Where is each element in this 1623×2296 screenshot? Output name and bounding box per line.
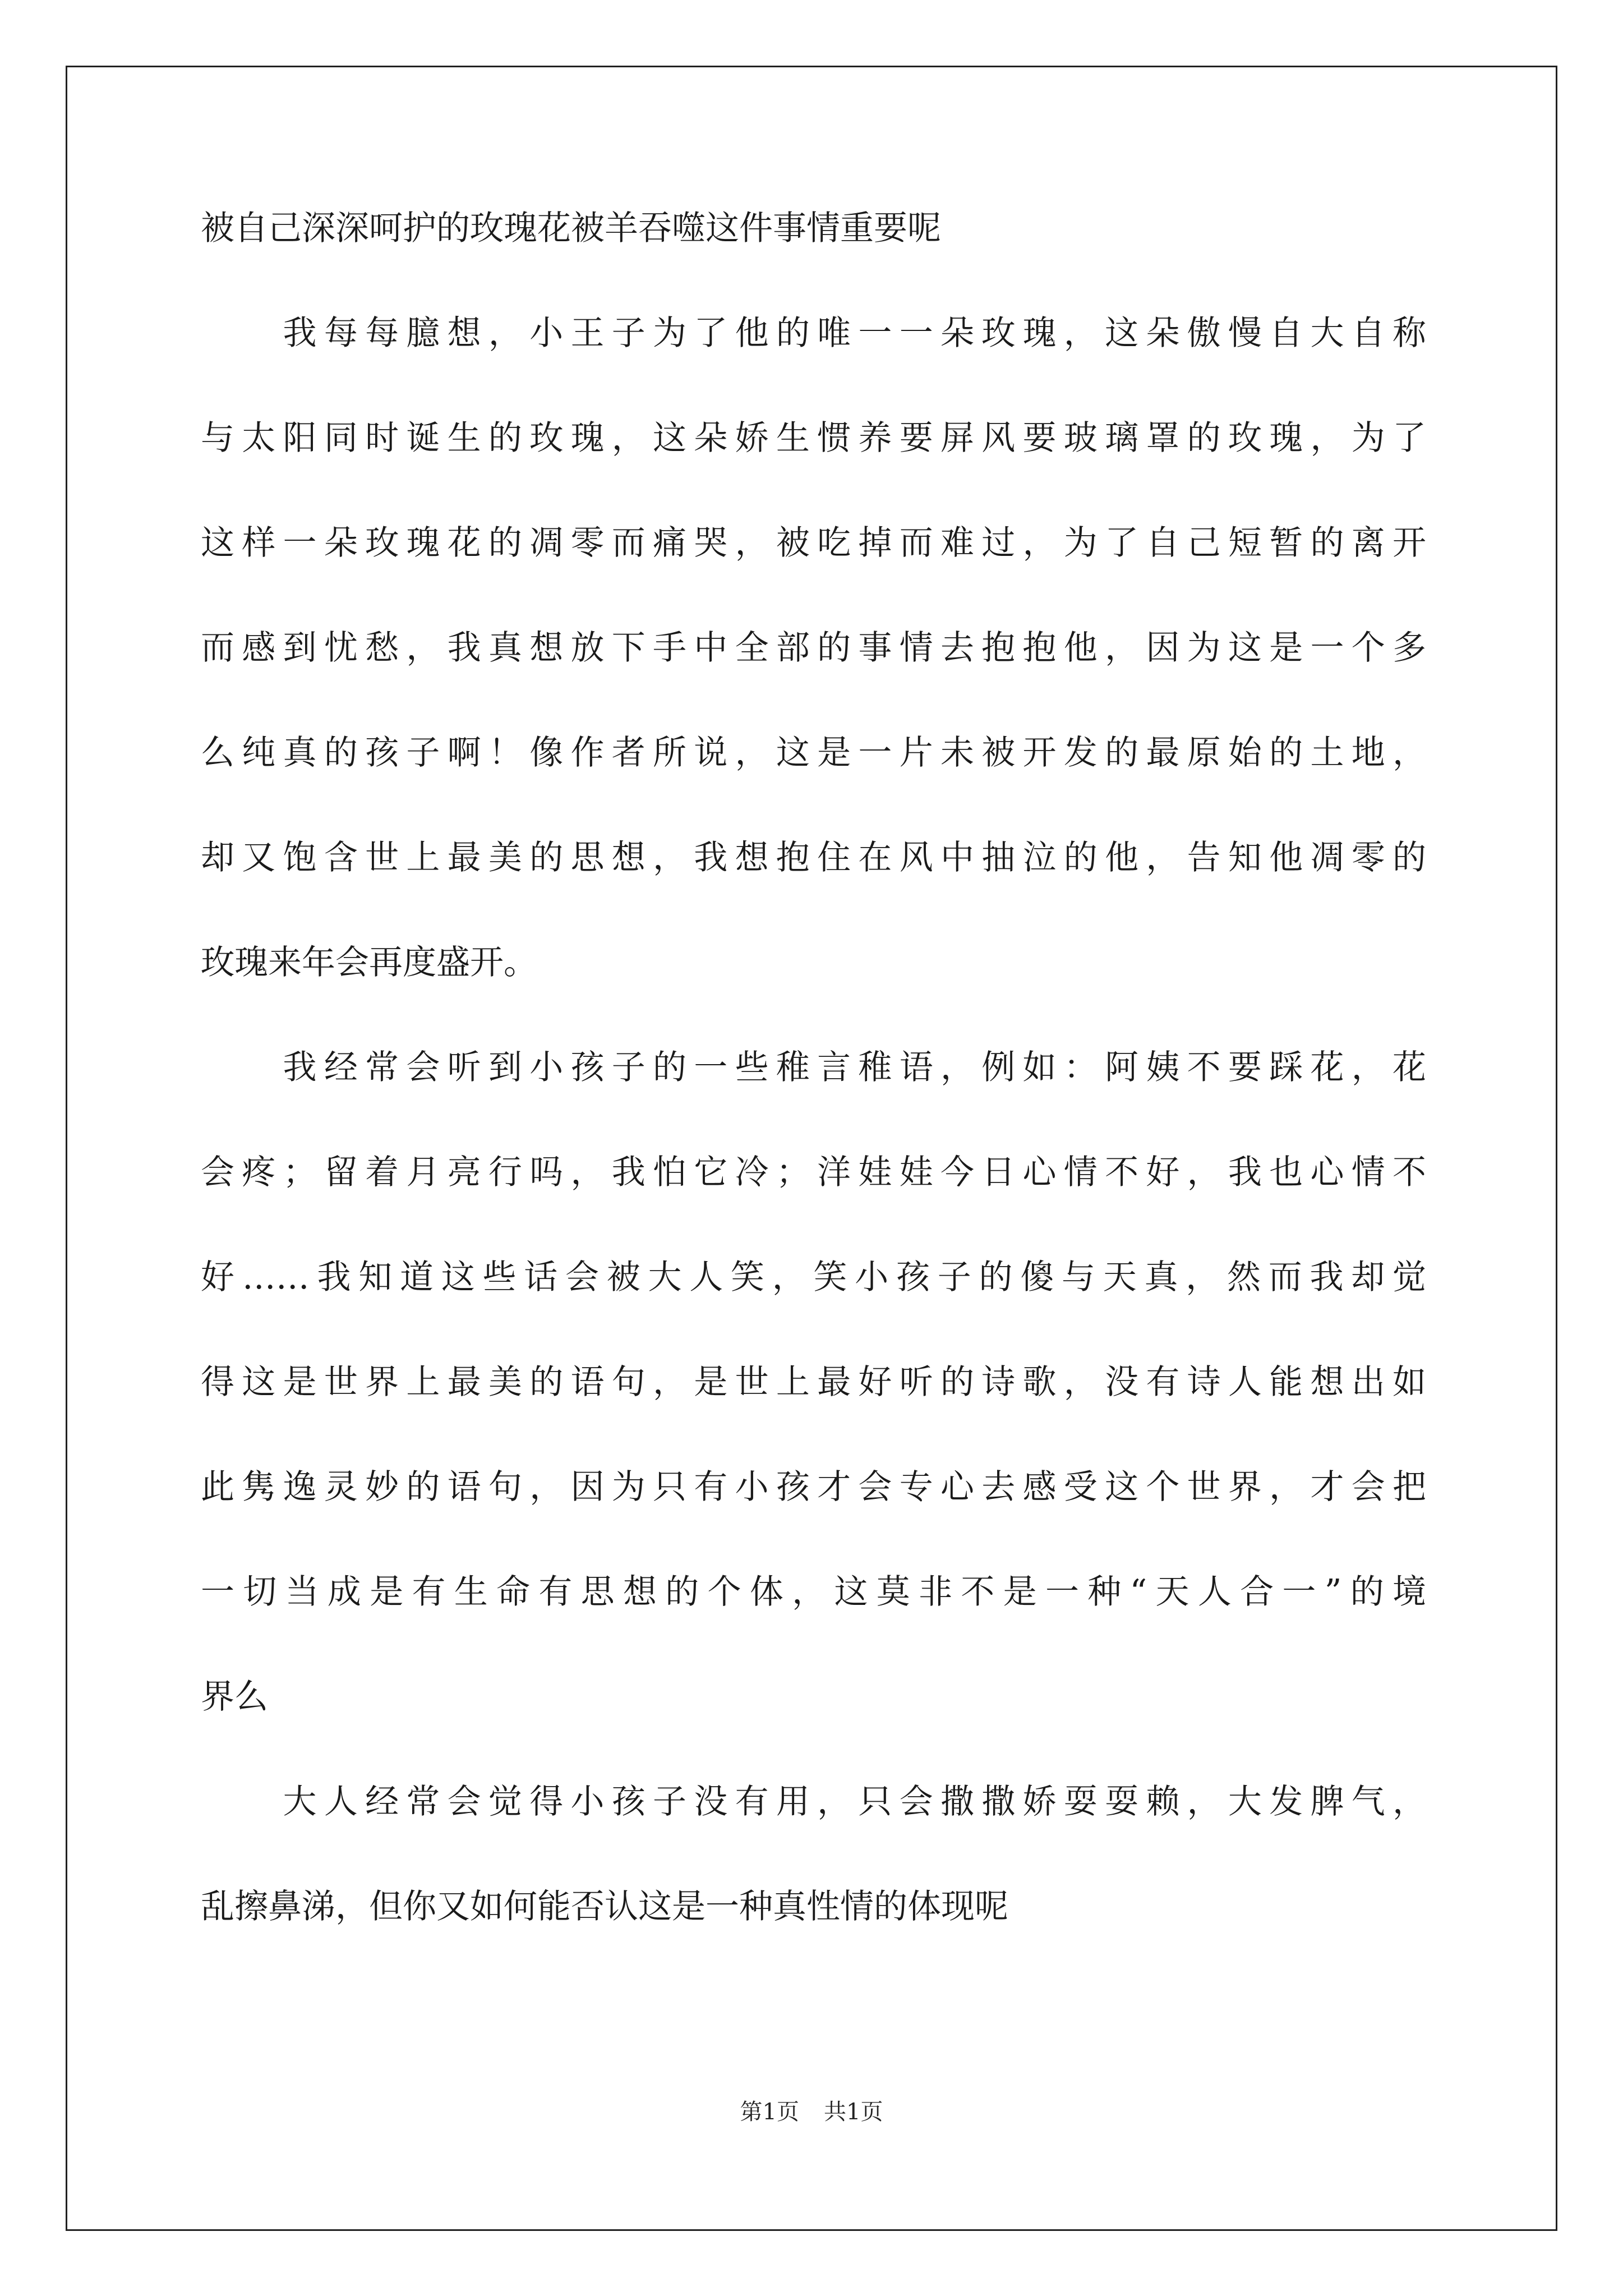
page-total: 共1页 bbox=[824, 2099, 883, 2125]
page-number: 第1页 bbox=[740, 2099, 799, 2125]
paragraph-2 bbox=[201, 1048, 1426, 1717]
paragraph-line: 与太阳同时诞生的玫瑰，这朵娇生惯养要屏风要玻璃罩的玫瑰，为了 bbox=[201, 418, 1426, 458]
paragraph-line: 乱擦鼻涕，但你又如何能否认这是一种真性情的体现呢 bbox=[201, 1887, 1008, 1926]
paragraph-1 bbox=[201, 314, 1426, 982]
paragraph-line: 玫瑰来年会再度盛开。 bbox=[201, 943, 537, 982]
paragraph-line: 界么 bbox=[201, 1677, 268, 1717]
paragraph-3 bbox=[201, 1782, 1426, 1926]
paragraph-line: 我每每臆想，小王子为了他的唯一一朵玫瑰，这朵傲慢自大自称 bbox=[201, 314, 1426, 353]
paragraph-line: 这样一朵玫瑰花的凋零而痛哭，被吃掉而难过，为了自己短暂的离开 bbox=[201, 523, 1426, 563]
paragraph-line: 却又饱含世上最美的思想，我想抱住在风中抽泣的他，告知他凋零的 bbox=[201, 838, 1426, 877]
paragraph-line: 大人经常会觉得小孩子没有用，只会撒撒娇耍耍赖，大发脾气， bbox=[201, 1782, 1426, 1821]
paragraph-line: 么纯真的孩子啊！像作者所说，这是一片未被开发的最原始的土地， bbox=[201, 733, 1426, 772]
document-body bbox=[201, 211, 1426, 1924]
paragraph-line: 我经常会听到小孩子的一些稚言稚语，例如：阿姨不要踩花，花 bbox=[201, 1048, 1426, 1087]
paragraph-line: 此隽逸灵妙的语句，因为只有小孩才会专心去感受这个世界，才会把 bbox=[201, 1467, 1426, 1507]
paragraph-line: 好……我知道这些话会被大人笑，笑小孩子的傻与天真，然而我却觉 bbox=[201, 1258, 1426, 1297]
paragraph-line: 一切当成是有生命有思想的个体，这莫非不是一种“天人合一”的境 bbox=[201, 1572, 1426, 1612]
paragraph-line: 会疼；留着月亮行吗，我怕它冷；洋娃娃今日心情不好，我也心情不 bbox=[201, 1153, 1426, 1192]
intro-line: 被自己深深呵护的玫瑰花被羊吞噬这件事情重要呢 bbox=[201, 209, 941, 248]
paragraph-line: 而感到忧愁，我真想放下手中全部的事情去抱抱他，因为这是一个多 bbox=[201, 628, 1426, 668]
page-footer bbox=[0, 2100, 1623, 2124]
paragraph-line: 得这是世界上最美的语句，是世上最好听的诗歌，没有诗人能想出如 bbox=[201, 1363, 1426, 1402]
